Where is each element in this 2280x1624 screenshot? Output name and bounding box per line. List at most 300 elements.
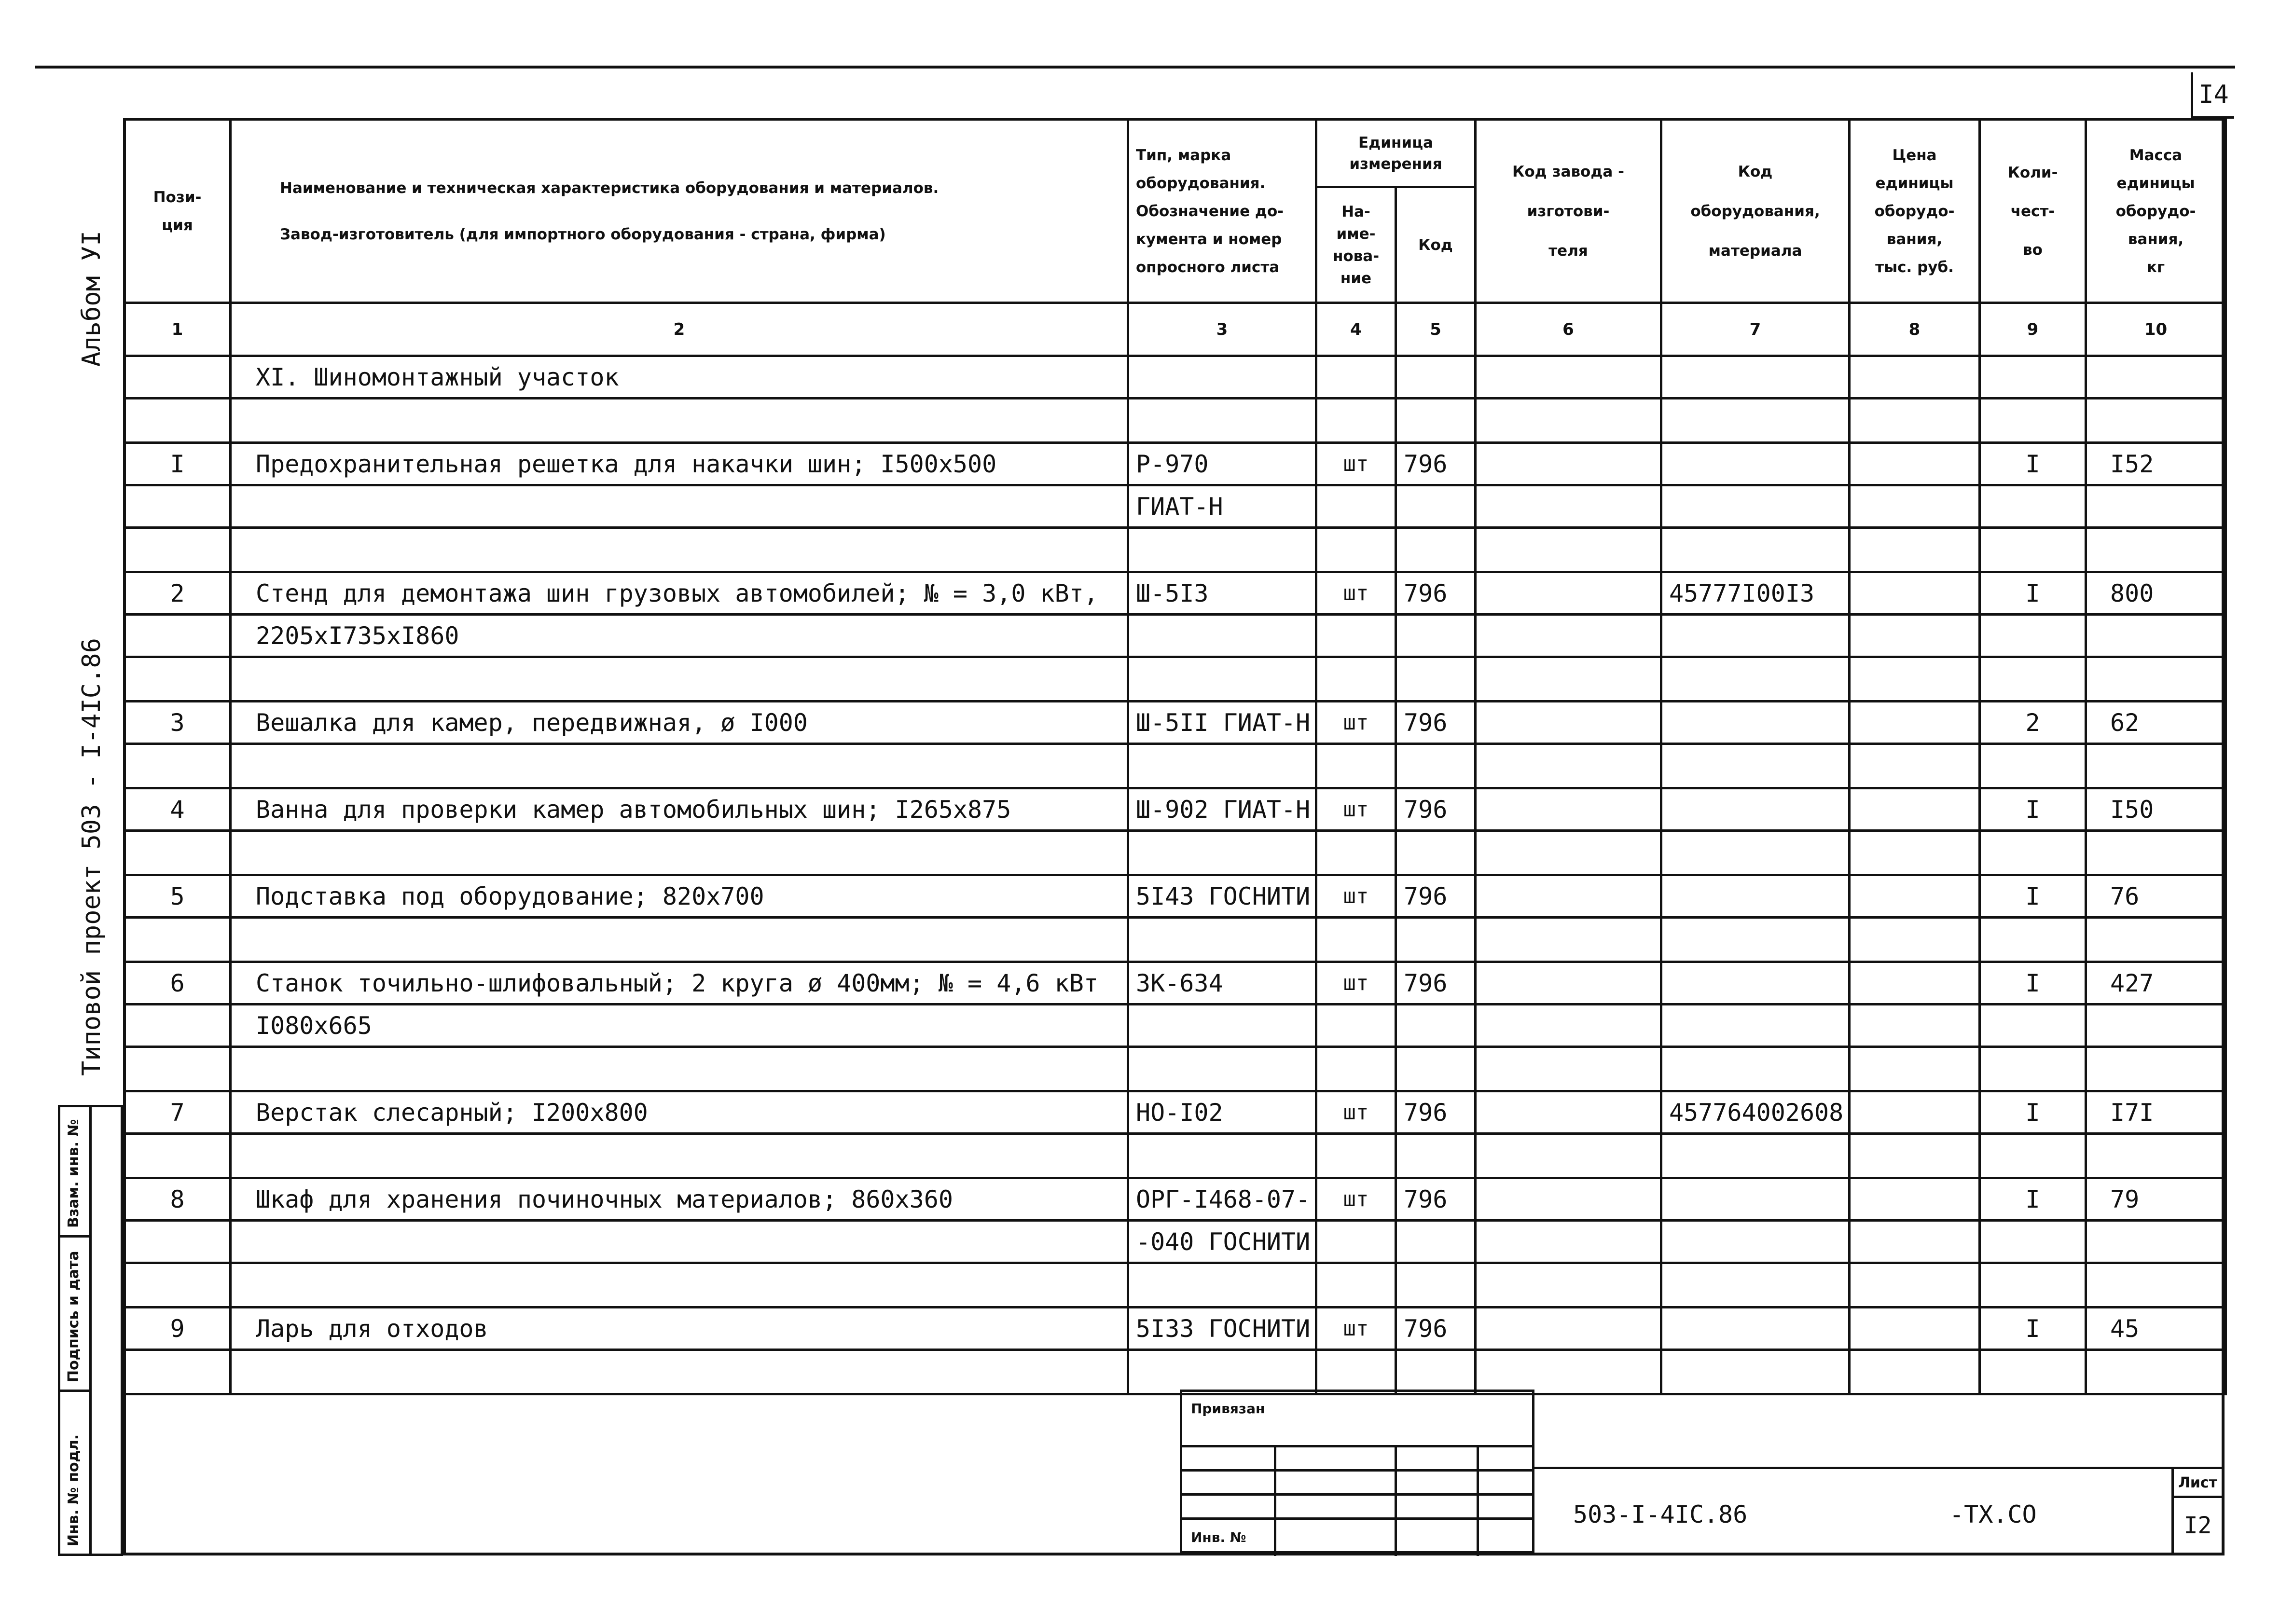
col-number: 3 bbox=[1128, 303, 1316, 356]
cell-price bbox=[1850, 485, 1980, 528]
cell-quantity: I bbox=[1980, 1091, 2086, 1134]
header-unit-code: Код bbox=[1396, 187, 1476, 303]
cell-price bbox=[1850, 528, 1980, 572]
cell-position: 3 bbox=[124, 702, 231, 744]
cell-quantity bbox=[1980, 356, 2086, 399]
header-quantity: Коли- чест- во bbox=[1980, 120, 2086, 303]
cell-material-code bbox=[1661, 1134, 1850, 1178]
cell-material-code bbox=[1661, 962, 1850, 1005]
cell-mass: 76 bbox=[2086, 875, 2226, 918]
side-text-replace-inv: Взам. инв. № bbox=[65, 1119, 82, 1228]
cell-quantity: I bbox=[1980, 1307, 2086, 1350]
header-mass: Масса единицы оборудо- вания, кг bbox=[2086, 120, 2226, 303]
cell-mass bbox=[2086, 918, 2226, 962]
cell-unit-name bbox=[1316, 831, 1396, 875]
table-row bbox=[124, 1047, 2226, 1091]
page-sheet-number: I4 bbox=[2191, 72, 2234, 119]
cell-factory-code bbox=[1476, 1047, 1661, 1091]
table-row bbox=[124, 399, 2226, 443]
cell-type bbox=[1128, 744, 1316, 788]
cell-price bbox=[1850, 1221, 1980, 1263]
cell-position bbox=[124, 1263, 231, 1307]
cell-quantity bbox=[1980, 831, 2086, 875]
table-row bbox=[124, 831, 2226, 875]
table-row bbox=[124, 1178, 2226, 1221]
stamp-line bbox=[1182, 1445, 1532, 1447]
sheet-number: I2 bbox=[2183, 1512, 2212, 1539]
doc-code-area bbox=[1534, 1467, 2222, 1553]
cell-price bbox=[1850, 443, 1980, 485]
cell-price bbox=[1850, 1047, 1980, 1091]
cell-quantity bbox=[1980, 1047, 2086, 1091]
col-number: 1 bbox=[124, 303, 231, 356]
cell-unit-name: шт bbox=[1316, 1178, 1396, 1221]
cell-type bbox=[1128, 1263, 1316, 1307]
cell-position bbox=[124, 399, 231, 443]
cell-quantity bbox=[1980, 399, 2086, 443]
cell-type: НО-I02 bbox=[1128, 1091, 1316, 1134]
cell-quantity bbox=[1980, 744, 2086, 788]
cell-unit-code bbox=[1396, 399, 1476, 443]
stamp-line bbox=[1274, 1447, 1276, 1556]
header-unit-name: На- име- нова- ние bbox=[1316, 187, 1396, 303]
cell-unit-code bbox=[1396, 1263, 1476, 1307]
cell-name: Стенд для демонтажа шин грузовых автомобилей; № = 3,0 кВт, bbox=[231, 572, 1128, 615]
cell-unit-code bbox=[1396, 615, 1476, 657]
side-text-signature-date: Подпись и дата bbox=[65, 1251, 82, 1382]
cell-unit-code: 796 bbox=[1396, 1178, 1476, 1221]
cell-name bbox=[231, 831, 1128, 875]
cell-name: Станок точильно-шлифовальный; 2 круга ø 400мм; № = 4,6 кВт bbox=[231, 962, 1128, 1005]
table-row bbox=[124, 1091, 2226, 1134]
cell-type: Ш-902 ГИАТ-Н bbox=[1128, 788, 1316, 831]
side-cell-replace-inv bbox=[60, 1107, 89, 1238]
cell-factory-code bbox=[1476, 1005, 1661, 1047]
cell-unit-code: 796 bbox=[1396, 1091, 1476, 1134]
cell-position: 2 bbox=[124, 572, 231, 615]
cell-factory-code bbox=[1476, 702, 1661, 744]
cell-unit-code bbox=[1396, 744, 1476, 788]
cell-material-code bbox=[1661, 615, 1850, 657]
cell-price bbox=[1850, 788, 1980, 831]
header-name: Наименование и техническая характеристика оборудования и материалов. Завод-изготовитель (для импортного оборудования - страна, фирма) bbox=[231, 120, 1128, 303]
cell-factory-code bbox=[1476, 875, 1661, 918]
stamp-line bbox=[1477, 1447, 1479, 1556]
cell-name bbox=[231, 1263, 1128, 1307]
cell-material-code bbox=[1661, 657, 1850, 702]
cell-type bbox=[1128, 1350, 1316, 1394]
table-row bbox=[124, 875, 2226, 918]
cell-material-code bbox=[1661, 443, 1850, 485]
cell-mass bbox=[2086, 528, 2226, 572]
cell-mass bbox=[2086, 1134, 2226, 1178]
cell-factory-code bbox=[1476, 1350, 1661, 1394]
cell-name: Вешалка для камер, передвижная, ø I000 bbox=[231, 702, 1128, 744]
cell-unit-name bbox=[1316, 1134, 1396, 1178]
cell-position: 4 bbox=[124, 788, 231, 831]
header-price: Цена единицы оборудо- вания, тыс. руб. bbox=[1850, 120, 1980, 303]
cell-unit-name: шт bbox=[1316, 443, 1396, 485]
cell-unit-name: шт bbox=[1316, 1091, 1396, 1134]
cell-mass bbox=[2086, 831, 2226, 875]
side-stamp-divider bbox=[89, 1107, 92, 1554]
cell-mass bbox=[2086, 1221, 2226, 1263]
cell-material-code bbox=[1661, 875, 1850, 918]
cell-name bbox=[231, 485, 1128, 528]
header-unit-group: Единица измерения bbox=[1316, 120, 1476, 187]
sheet-label: Лист bbox=[2174, 1469, 2222, 1498]
cell-material-code bbox=[1661, 1307, 1850, 1350]
cell-material-code bbox=[1661, 1263, 1850, 1307]
cell-type: Р-970 bbox=[1128, 443, 1316, 485]
cell-quantity bbox=[1980, 528, 2086, 572]
cell-quantity: I bbox=[1980, 1178, 2086, 1221]
cell-price bbox=[1850, 657, 1980, 702]
cell-material-code bbox=[1661, 1178, 1850, 1221]
cell-name bbox=[231, 1221, 1128, 1263]
doc-code: 503-I-4IC.86 bbox=[1573, 1500, 1748, 1528]
table-row bbox=[124, 788, 2226, 831]
frame-bottom bbox=[123, 1553, 2225, 1555]
cell-unit-name: шт bbox=[1316, 788, 1396, 831]
cell-factory-code bbox=[1476, 962, 1661, 1005]
cell-mass bbox=[2086, 1350, 2226, 1394]
album-label: Альбом УI bbox=[77, 231, 106, 367]
col-number: 9 bbox=[1980, 303, 2086, 356]
cell-name bbox=[231, 1047, 1128, 1091]
table-row bbox=[124, 572, 2226, 615]
cell-quantity: 2 bbox=[1980, 702, 2086, 744]
cell-quantity bbox=[1980, 615, 2086, 657]
table-row bbox=[124, 962, 2226, 1005]
cell-position bbox=[124, 1221, 231, 1263]
cell-type: ГИАТ-Н bbox=[1128, 485, 1316, 528]
cell-unit-name bbox=[1316, 1221, 1396, 1263]
doc-suffix: -TX.CO bbox=[1949, 1500, 2037, 1528]
cell-material-code bbox=[1661, 702, 1850, 744]
cell-factory-code bbox=[1476, 485, 1661, 528]
cell-price bbox=[1850, 1178, 1980, 1221]
cell-factory-code bbox=[1476, 443, 1661, 485]
cell-material-code: 45777I00I3 bbox=[1661, 572, 1850, 615]
cell-name bbox=[231, 1134, 1128, 1178]
cell-price bbox=[1850, 962, 1980, 1005]
cell-type bbox=[1128, 356, 1316, 399]
cell-position bbox=[124, 744, 231, 788]
sheet-cell bbox=[2171, 1469, 2222, 1553]
title-stamp-grid bbox=[1180, 1390, 1534, 1554]
cell-position bbox=[124, 1047, 231, 1091]
cell-name: Подставка под оборудование; 820x700 bbox=[231, 875, 1128, 918]
cell-unit-name bbox=[1316, 657, 1396, 702]
cell-mass bbox=[2086, 1005, 2226, 1047]
cell-mass bbox=[2086, 485, 2226, 528]
col-number: 10 bbox=[2086, 303, 2226, 356]
cell-name bbox=[231, 528, 1128, 572]
cell-unit-name bbox=[1316, 918, 1396, 962]
table-row bbox=[124, 657, 2226, 702]
cell-price bbox=[1850, 572, 1980, 615]
cell-price bbox=[1850, 744, 1980, 788]
cell-type bbox=[1128, 1134, 1316, 1178]
cell-quantity: I bbox=[1980, 962, 2086, 1005]
cell-mass bbox=[2086, 356, 2226, 399]
cell-mass: 800 bbox=[2086, 572, 2226, 615]
cell-mass: 45 bbox=[2086, 1307, 2226, 1350]
cell-mass bbox=[2086, 1263, 2226, 1307]
cell-name: Ларь для отходов bbox=[231, 1307, 1128, 1350]
cell-material-code: 457764002608 bbox=[1661, 1091, 1850, 1134]
cell-factory-code bbox=[1476, 528, 1661, 572]
cell-material-code bbox=[1661, 528, 1850, 572]
cell-type: 5I33 ГОСНИТИ bbox=[1128, 1307, 1316, 1350]
cell-unit-name bbox=[1316, 1350, 1396, 1394]
cell-quantity bbox=[1980, 657, 2086, 702]
cell-unit-name: шт bbox=[1316, 875, 1396, 918]
cell-factory-code bbox=[1476, 831, 1661, 875]
col-number: 2 bbox=[231, 303, 1128, 356]
cell-material-code bbox=[1661, 918, 1850, 962]
cell-unit-code bbox=[1396, 356, 1476, 399]
column-number-row bbox=[124, 303, 2226, 356]
cell-position bbox=[124, 831, 231, 875]
table-row bbox=[124, 1221, 2226, 1263]
cell-factory-code bbox=[1476, 1134, 1661, 1178]
cell-price bbox=[1850, 702, 1980, 744]
cell-unit-name bbox=[1316, 399, 1396, 443]
cell-name: Верстак слесарный; I200x800 bbox=[231, 1091, 1128, 1134]
header-type: Тип, марка оборудования. Обозначение до- кумента и номер опросного листа bbox=[1128, 120, 1316, 303]
cell-factory-code bbox=[1476, 918, 1661, 962]
specification-table bbox=[123, 118, 2227, 1395]
stamp-line bbox=[1182, 1493, 1532, 1496]
cell-price bbox=[1850, 356, 1980, 399]
table-row bbox=[124, 744, 2226, 788]
cell-position: 7 bbox=[124, 1091, 231, 1134]
cell-material-code bbox=[1661, 1350, 1850, 1394]
cell-material-code bbox=[1661, 1005, 1850, 1047]
cell-mass: 79 bbox=[2086, 1178, 2226, 1221]
table-row bbox=[124, 1134, 2226, 1178]
cell-type: -040 ГОСНИТИ bbox=[1128, 1221, 1316, 1263]
side-text-original-inv: Инв. № подл. bbox=[65, 1434, 82, 1546]
cell-name: Ванна для проверки камер автомобильных шин; I265x875 bbox=[231, 788, 1128, 831]
cell-price bbox=[1850, 918, 1980, 962]
cell-quantity bbox=[1980, 1221, 2086, 1263]
cell-quantity bbox=[1980, 485, 2086, 528]
cell-factory-code bbox=[1476, 744, 1661, 788]
cell-unit-name: шт bbox=[1316, 962, 1396, 1005]
table-row bbox=[124, 615, 2226, 657]
table-row bbox=[124, 1005, 2226, 1047]
cell-factory-code bbox=[1476, 572, 1661, 615]
cell-name bbox=[231, 744, 1128, 788]
cell-factory-code bbox=[1476, 399, 1661, 443]
cell-name bbox=[231, 657, 1128, 702]
cell-type: ОРГ-I468-07- bbox=[1128, 1178, 1316, 1221]
side-cell-original-inv bbox=[60, 1392, 89, 1556]
cell-unit-name bbox=[1316, 615, 1396, 657]
cell-unit-code bbox=[1396, 657, 1476, 702]
table-row bbox=[124, 1263, 2226, 1307]
cell-type: Ш-5I3 bbox=[1128, 572, 1316, 615]
col-number: 7 bbox=[1661, 303, 1850, 356]
side-cell-signature-date bbox=[60, 1238, 89, 1392]
cell-unit-code: 796 bbox=[1396, 572, 1476, 615]
cell-type bbox=[1128, 1047, 1316, 1091]
table-row bbox=[124, 1350, 2226, 1394]
stamp-attached-label: Привязан bbox=[1191, 1401, 1265, 1417]
cell-mass: 427 bbox=[2086, 962, 2226, 1005]
cell-unit-name bbox=[1316, 485, 1396, 528]
cell-unit-code bbox=[1396, 1221, 1476, 1263]
cell-unit-code bbox=[1396, 528, 1476, 572]
cell-mass bbox=[2086, 744, 2226, 788]
cell-unit-code: 796 bbox=[1396, 788, 1476, 831]
cell-mass: 62 bbox=[2086, 702, 2226, 744]
cell-position bbox=[124, 485, 231, 528]
cell-position bbox=[124, 356, 231, 399]
cell-quantity: I bbox=[1980, 443, 2086, 485]
cell-material-code bbox=[1661, 356, 1850, 399]
cell-quantity bbox=[1980, 1134, 2086, 1178]
cell-type bbox=[1128, 831, 1316, 875]
cell-unit-code bbox=[1396, 831, 1476, 875]
header-position: Пози- ция bbox=[124, 120, 231, 303]
cell-quantity bbox=[1980, 918, 2086, 962]
cell-unit-name bbox=[1316, 1005, 1396, 1047]
cell-quantity: I bbox=[1980, 875, 2086, 918]
cell-unit-name bbox=[1316, 744, 1396, 788]
cell-material-code bbox=[1661, 831, 1850, 875]
cell-unit-name bbox=[1316, 1047, 1396, 1091]
cell-factory-code bbox=[1476, 1221, 1661, 1263]
cell-position bbox=[124, 615, 231, 657]
cell-price bbox=[1850, 615, 1980, 657]
cell-unit-code bbox=[1396, 1047, 1476, 1091]
cell-type: 3К-634 bbox=[1128, 962, 1316, 1005]
cell-mass bbox=[2086, 399, 2226, 443]
cell-factory-code bbox=[1476, 1091, 1661, 1134]
cell-position bbox=[124, 528, 231, 572]
table-row bbox=[124, 528, 2226, 572]
cell-price bbox=[1850, 399, 1980, 443]
cell-position: I bbox=[124, 443, 231, 485]
cell-unit-code: 796 bbox=[1396, 962, 1476, 1005]
cell-factory-code bbox=[1476, 1263, 1661, 1307]
cell-mass: I7I bbox=[2086, 1091, 2226, 1134]
cell-type bbox=[1128, 528, 1316, 572]
table-row bbox=[124, 443, 2226, 485]
cell-unit-code: 796 bbox=[1396, 1307, 1476, 1350]
table-row bbox=[124, 918, 2226, 962]
cell-unit-code: 796 bbox=[1396, 875, 1476, 918]
cell-unit-code bbox=[1396, 1134, 1476, 1178]
cell-unit-name bbox=[1316, 356, 1396, 399]
cell-type bbox=[1128, 399, 1316, 443]
cell-mass bbox=[2086, 1047, 2226, 1091]
cell-price bbox=[1850, 1091, 1980, 1134]
cell-position: 5 bbox=[124, 875, 231, 918]
cell-name: I080x665 bbox=[231, 1005, 1128, 1047]
cell-price bbox=[1850, 1263, 1980, 1307]
cell-material-code bbox=[1661, 788, 1850, 831]
table-row bbox=[124, 702, 2226, 744]
cell-unit-code bbox=[1396, 918, 1476, 962]
cell-name: Предохранительная решетка для накачки шин; I500x500 bbox=[231, 443, 1128, 485]
cell-position: 6 bbox=[124, 962, 231, 1005]
cell-mass: I50 bbox=[2086, 788, 2226, 831]
col-number: 5 bbox=[1396, 303, 1476, 356]
table-row bbox=[124, 1307, 2226, 1350]
cell-quantity: I bbox=[1980, 788, 2086, 831]
cell-factory-code bbox=[1476, 1307, 1661, 1350]
cell-position: 9 bbox=[124, 1307, 231, 1350]
cell-position bbox=[124, 1005, 231, 1047]
cell-factory-code bbox=[1476, 356, 1661, 399]
cell-factory-code bbox=[1476, 615, 1661, 657]
cell-factory-code bbox=[1476, 657, 1661, 702]
table-row bbox=[124, 485, 2226, 528]
cell-mass: I52 bbox=[2086, 443, 2226, 485]
cell-quantity bbox=[1980, 1263, 2086, 1307]
cell-unit-code bbox=[1396, 1005, 1476, 1047]
header-factory-code: Код завода - изготови- теля bbox=[1476, 120, 1661, 303]
top-rule bbox=[35, 66, 2235, 69]
cell-unit-code bbox=[1396, 1350, 1476, 1394]
cell-price bbox=[1850, 1307, 1980, 1350]
cell-type: Ш-5II ГИАТ-Н bbox=[1128, 702, 1316, 744]
cell-material-code bbox=[1661, 1047, 1850, 1091]
stamp-line bbox=[1182, 1517, 1532, 1520]
cell-type bbox=[1128, 657, 1316, 702]
cell-unit-name: шт bbox=[1316, 702, 1396, 744]
cell-type bbox=[1128, 1005, 1316, 1047]
cell-name: XI. Шиномонтажный участок bbox=[231, 356, 1128, 399]
cell-unit-code: 796 bbox=[1396, 443, 1476, 485]
cell-material-code bbox=[1661, 399, 1850, 443]
cell-quantity: I bbox=[1980, 572, 2086, 615]
cell-material-code bbox=[1661, 485, 1850, 528]
cell-position bbox=[124, 1350, 231, 1394]
col-number: 6 bbox=[1476, 303, 1661, 356]
cell-material-code bbox=[1661, 1221, 1850, 1263]
cell-type bbox=[1128, 918, 1316, 962]
cell-type: 5I43 ГОСНИТИ bbox=[1128, 875, 1316, 918]
cell-price bbox=[1850, 875, 1980, 918]
cell-name bbox=[231, 1350, 1128, 1394]
cell-position bbox=[124, 918, 231, 962]
cell-name bbox=[231, 399, 1128, 443]
project-label: Типовой проект 503 - I-4IC.86 bbox=[77, 638, 106, 1076]
cell-mass bbox=[2086, 615, 2226, 657]
cell-price bbox=[1850, 831, 1980, 875]
col-number: 8 bbox=[1850, 303, 1980, 356]
cell-unit-name: шт bbox=[1316, 572, 1396, 615]
cell-factory-code bbox=[1476, 1178, 1661, 1221]
cell-position: 8 bbox=[124, 1178, 231, 1221]
cell-unit-name: шт bbox=[1316, 1307, 1396, 1350]
col-number: 4 bbox=[1316, 303, 1396, 356]
stamp-line bbox=[1182, 1469, 1532, 1472]
cell-unit-name bbox=[1316, 1263, 1396, 1307]
cell-material-code bbox=[1661, 744, 1850, 788]
cell-price bbox=[1850, 1350, 1980, 1394]
cell-name bbox=[231, 918, 1128, 962]
cell-name: Шкаф для хранения починочных материалов; 860x360 bbox=[231, 1178, 1128, 1221]
cell-price bbox=[1850, 1005, 1980, 1047]
header-material-code: Код оборудования, материала bbox=[1661, 120, 1850, 303]
